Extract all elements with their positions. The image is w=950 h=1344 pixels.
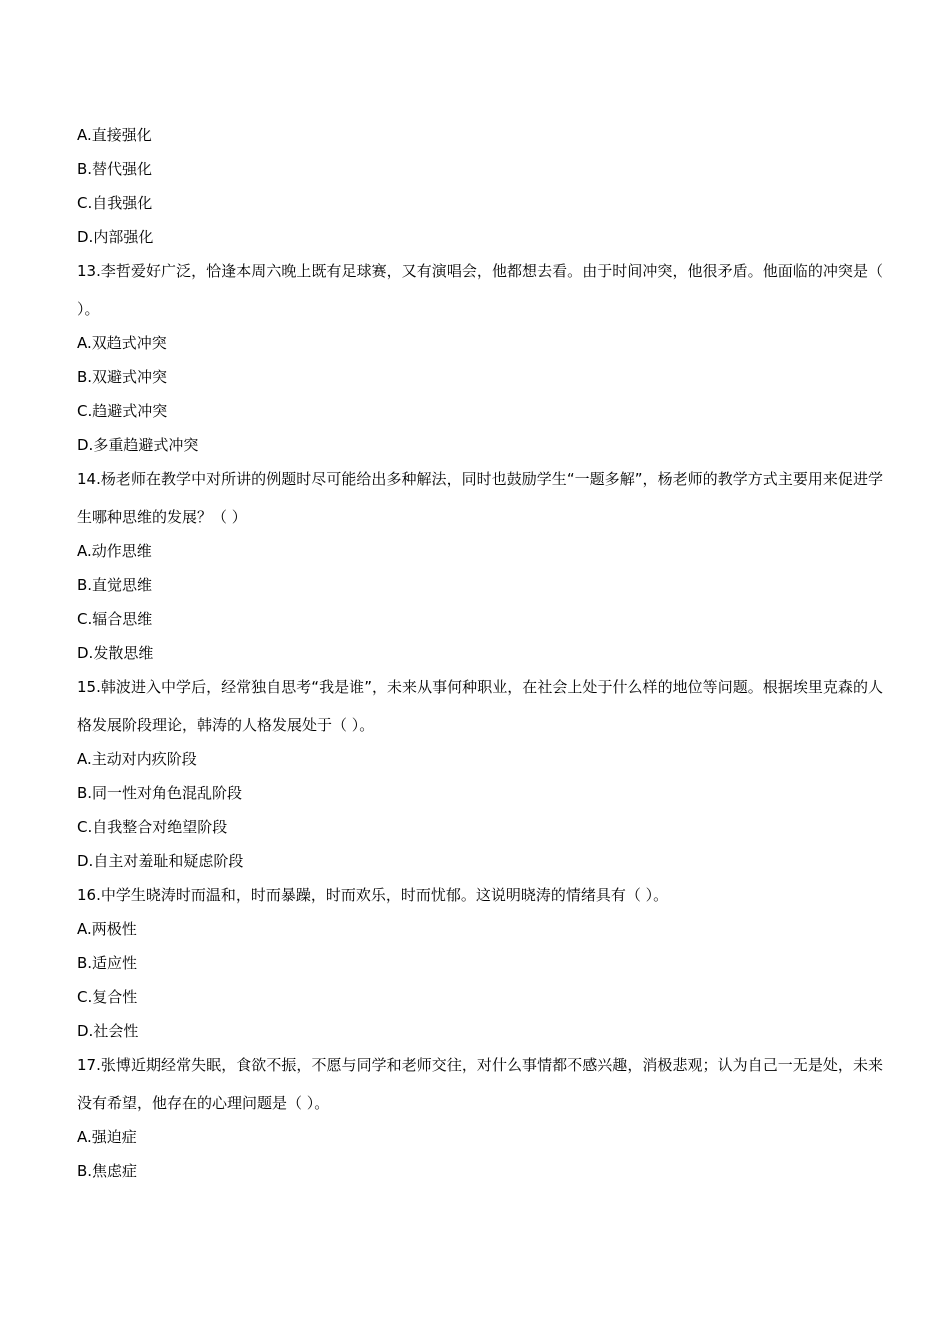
option-15d: D.自主对羞耻和疑虑阶段: [77, 852, 244, 870]
option-15b: B.同一性对角色混乱阶段: [77, 784, 243, 802]
option-15c: C.自我整合对绝望阶段: [77, 818, 228, 836]
question-15: 15.韩波进入中学后，经常独自思考“我是谁”，未来从事何种职业，在社会上处于什么样的地位等问题。根据埃里克森的人格发展阶段理论，韩涛的人格发展处于（ ）。: [77, 678, 883, 734]
option-16b: B.适应性: [77, 954, 138, 972]
question-13: 13.李哲爱好广泛，恰逢本周六晚上既有足球赛，又有演唱会，他都想去看。由于时间冲突，他很矛盾。他面临的冲突是（ ）。: [77, 262, 883, 318]
option-14a: A.动作思维: [77, 542, 152, 560]
option-14d: D.发散思维: [77, 644, 154, 662]
option-12a: A.直接强化: [77, 126, 152, 144]
option-17a: A.强迫症: [77, 1128, 137, 1146]
option-17b: B.焦虑症: [77, 1162, 138, 1180]
option-16c: C.复合性: [77, 988, 138, 1006]
option-16a: A.两极性: [77, 920, 137, 938]
option-12c: C.自我强化: [77, 194, 153, 212]
option-12b: B.替代强化: [77, 160, 153, 178]
question-14: 14.杨老师在教学中对所讲的例题时尽可能给出多种解法，同时也鼓励学生“一题多解”，杨老师的教学方式主要用来促进学生哪种思维的发展？（ ）: [77, 470, 883, 526]
document-page: [77, 118, 883, 1188]
option-13d: D.多重趋避式冲突: [77, 436, 199, 454]
option-13a: A.双趋式冲突: [77, 334, 167, 352]
option-13b: B.双避式冲突: [77, 368, 168, 386]
option-16d: D.社会性: [77, 1022, 139, 1040]
option-15a: A.主动对内疚阶段: [77, 750, 197, 768]
option-14c: C.辐合思维: [77, 610, 153, 628]
question-17: 17.张博近期经常失眠，食欲不振，不愿与同学和老师交往，对什么事情都不感兴趣，消极悲观；认为自己一无是处，未来没有希望，他存在的心理问题是（ ）。: [77, 1056, 883, 1112]
question-16: 16.中学生晓涛时而温和，时而暴躁，时而欢乐，时而忧郁。这说明晓涛的情绪具有（ ）。: [77, 886, 669, 904]
option-13c: C.趋避式冲突: [77, 402, 168, 420]
option-12d: D.内部强化: [77, 228, 154, 246]
option-14b: B.直觉思维: [77, 576, 153, 594]
